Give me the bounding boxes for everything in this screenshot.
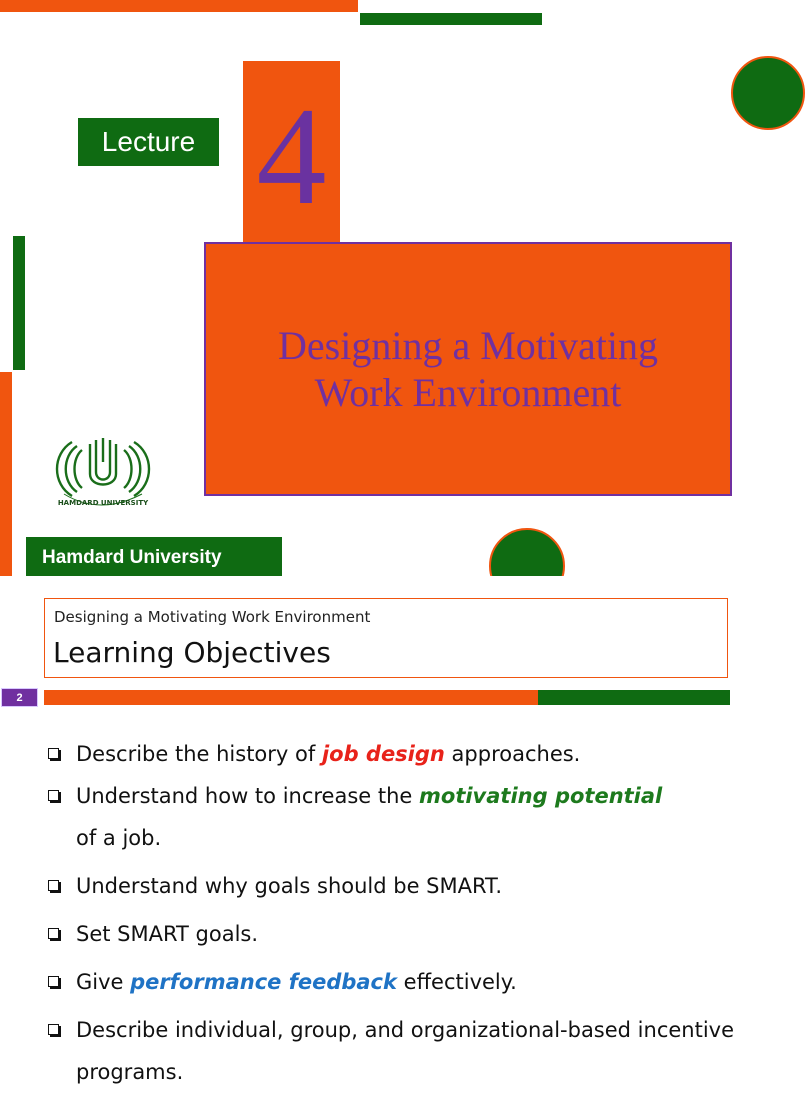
bullet-emphasis: job design <box>321 742 445 766</box>
top-green-bar <box>360 13 542 25</box>
list-item-continuation <box>48 817 748 859</box>
top-right-circle <box>731 56 805 130</box>
bullet-text: Give <box>76 970 131 994</box>
learning-objectives-slide <box>0 576 768 1084</box>
top-orange-bar <box>0 0 358 12</box>
lecture-label: Lecture <box>78 118 219 166</box>
bullet-text: effectively. <box>396 970 517 994</box>
list-item <box>48 775 748 817</box>
bullet-text: Understand why goals should be SMART. <box>76 874 503 898</box>
slide-subtitle: Designing a Motivating Work Environment <box>54 608 371 626</box>
university-name: Hamdard University <box>26 537 282 576</box>
list-item <box>48 961 748 1003</box>
bullet-emphasis: motivating potential <box>419 784 663 808</box>
objectives-list <box>48 733 748 1093</box>
slide-title-line-1: Designing a Motivating <box>278 323 658 368</box>
slide-number: 2 <box>1 688 38 707</box>
square-bullet-icon <box>48 748 59 759</box>
left-green-bar <box>13 236 25 370</box>
bullet-text: Describe the history of <box>76 742 322 766</box>
bullet-text: approaches. <box>444 742 581 766</box>
lecture-number: 4 <box>256 79 327 234</box>
divider-orange <box>44 690 538 705</box>
square-bullet-icon <box>48 1024 59 1035</box>
list-item <box>48 733 748 775</box>
square-bullet-icon <box>48 928 59 939</box>
square-bullet-icon <box>48 880 59 891</box>
square-bullet-icon <box>48 976 59 987</box>
list-item <box>48 1009 748 1093</box>
list-item <box>48 913 748 955</box>
hamdard-university-seal-icon <box>50 432 156 512</box>
square-bullet-icon <box>48 790 59 801</box>
bullet-text: Understand how to increase the <box>76 784 420 808</box>
bullet-text: of a job. <box>76 826 162 850</box>
divider-green <box>538 690 730 705</box>
list-item <box>48 865 748 907</box>
bullet-text: Describe individual, group, and organizational-based incentive programs. <box>76 1018 735 1084</box>
slide-title <box>204 322 732 416</box>
bullet-emphasis: performance feedback <box>130 970 397 994</box>
bullet-text: Set SMART goals. <box>76 922 259 946</box>
seal-text: HAMDARD UNIVERSITY <box>57 499 149 507</box>
slide-heading: Learning Objectives <box>53 636 331 669</box>
left-orange-bar <box>0 372 12 576</box>
slide-title-line-2: Work Environment <box>314 370 622 415</box>
